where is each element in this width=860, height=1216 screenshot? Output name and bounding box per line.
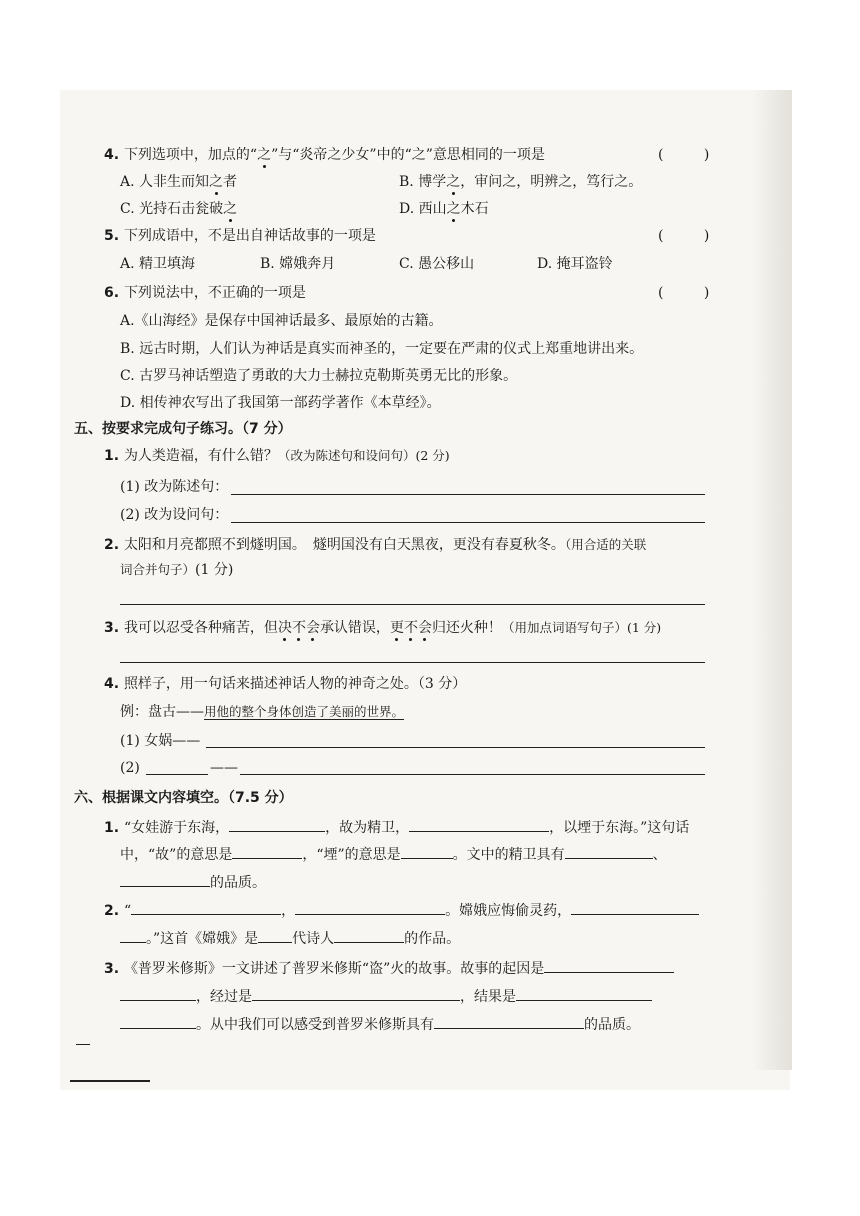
fill-blank[interactable]	[409, 816, 549, 832]
sec5-q4: 4. 照样子，用一句话来描述神话人物的神奇之处。（3 分）	[104, 676, 467, 692]
section-5-title: 五、按要求完成句子练习。（7 分）	[74, 421, 292, 437]
sec6-q2-line2: 。”这首《嫦娥》是 代诗人 的作品。	[120, 927, 460, 949]
sec5-q3: 3. 我可以忍受各种痛苦，但决不会承认错误，更不会归还火种！（用加点词语写句子）(1 分)	[104, 620, 662, 636]
answer-paren-q6[interactable]: ( )	[658, 285, 728, 301]
answer-line[interactable]	[231, 494, 705, 495]
q6-option-c[interactable]: C. 古罗马神话塑造了勇敢的大力士赫拉克勒斯英勇无比的形象。	[120, 368, 518, 384]
scan-mark	[70, 1080, 150, 1082]
scan-mark	[76, 1044, 90, 1045]
fill-blank[interactable]	[120, 985, 196, 1001]
sec6-q3-line3: 。从中我们可以感受到普罗米修斯具有 的品质。	[120, 1013, 640, 1035]
answer-line[interactable]	[206, 747, 705, 748]
fill-blank[interactable]	[120, 871, 210, 887]
q5-stem: 5. 下列成语中，不是出自神话故事的一项是	[104, 228, 376, 244]
answer-line[interactable]	[231, 522, 705, 523]
fill-blank[interactable]	[434, 1013, 584, 1029]
fill-blank[interactable]	[516, 985, 652, 1001]
fill-blank[interactable]	[131, 899, 281, 915]
sec6-q3-line1: 3. 《普罗米修斯》一文讲述了普罗米修斯“盗”火的故事。故事的起因是	[104, 957, 674, 979]
section-6-title: 六、根据课文内容填空。（7.5 分）	[74, 790, 293, 806]
dotted-char: 之	[446, 201, 461, 217]
fill-blank[interactable]	[295, 899, 445, 915]
sec6-q1-line2: 中，“故”的意思是 ，“堙”的意思是 。文中的精卫具有 、	[120, 843, 667, 865]
q5-option-d[interactable]: D. 掩耳盗铃	[537, 256, 613, 272]
sec5-q4-label-1: (1) 女娲——	[120, 733, 201, 749]
fill-blank[interactable]	[571, 899, 699, 915]
answer-line[interactable]	[240, 774, 705, 775]
q6-option-d[interactable]: D. 相传神农写出了我国第一部药学著作《本草经》。	[120, 395, 441, 411]
sec5-q1-label-2: (2) 改为设问句：	[120, 507, 229, 523]
sec6-q3-line2: ，经过是 ，结果是	[120, 985, 652, 1007]
fill-blank[interactable]	[401, 843, 453, 859]
q4-option-a[interactable]: A. 人非生而知之者	[120, 174, 238, 190]
q5-option-a[interactable]: A. 精卫填海	[120, 256, 196, 272]
q5-option-c[interactable]: C. 愚公移山	[399, 256, 475, 272]
q5-option-b[interactable]: B. 嫦娥奔月	[260, 256, 336, 272]
answer-line[interactable]	[146, 774, 208, 775]
fill-blank[interactable]	[232, 843, 302, 859]
fill-blank[interactable]	[120, 927, 146, 943]
q4-option-c[interactable]: C. 光持石击瓮破之	[120, 201, 238, 217]
sec6-q2-line1: 2. “ ， 。嫦娥应悔偷灵药，	[104, 899, 699, 921]
sec5-q2-cont: 词合并句子）(1 分)	[120, 562, 234, 578]
sec5-q4-label-2: (2)	[120, 760, 140, 776]
answer-paren-q4[interactable]: ( )	[658, 147, 728, 163]
dotted-char: 之	[446, 174, 461, 190]
fill-blank[interactable]	[544, 957, 674, 973]
q6-option-b[interactable]: B. 远古时期，人们认为神话是真实而神圣的，一定要在严肃的仪式上郑重地讲出来。	[120, 341, 644, 357]
fill-blank[interactable]	[252, 985, 460, 1001]
sec5-q2: 2. 太阳和月亮都照不到燧明国。 燧明国没有白天黑夜，更没有春夏秋冬。（用合适的关联	[104, 537, 647, 553]
page-edge-shadow	[752, 90, 792, 1070]
sec5-q1-label-1: (1) 改为陈述句：	[120, 479, 229, 495]
q4-option-b[interactable]: B. 博学之，审问之，明辨之，笃行之。	[399, 174, 643, 190]
q6-stem: 6. 下列说法中，不正确的一项是	[104, 285, 306, 301]
sec5-q4-example: 例：盘古——用他的整个身体创造了美丽的世界。	[120, 704, 405, 720]
fill-blank[interactable]	[565, 843, 653, 859]
q4-stem: 4. 下列选项中，加点的“之”与“炎帝之少女”中的“之”意思相同的一项是	[104, 147, 545, 163]
dotted-char: 之	[223, 201, 238, 217]
fill-blank[interactable]	[229, 816, 325, 832]
sec6-q1-line1: 1. “女娃游于东海， ，故为精卫， ，以堙于东海。”这句话	[104, 816, 689, 838]
fill-blank[interactable]	[258, 927, 292, 943]
sec5-q4-dash: ——	[210, 760, 238, 776]
sec5-q1: 1. 为人类造福，有什么错？（改为陈述句和设问句）(2 分)	[104, 448, 450, 464]
answer-line[interactable]	[120, 662, 705, 663]
dotted-char: 之	[209, 174, 224, 190]
q6-option-a[interactable]: A.《山海经》是保存中国神话最多、最原始的古籍。	[120, 313, 443, 329]
answer-paren-q5[interactable]: ( )	[658, 228, 728, 244]
answer-line[interactable]	[120, 604, 705, 605]
sec6-q1-line3: 的品质。	[120, 871, 266, 893]
q4-option-d[interactable]: D. 西山之木石	[399, 201, 489, 217]
dotted-char: 之	[257, 147, 272, 163]
fill-blank[interactable]	[120, 1013, 196, 1029]
fill-blank[interactable]	[334, 927, 404, 943]
